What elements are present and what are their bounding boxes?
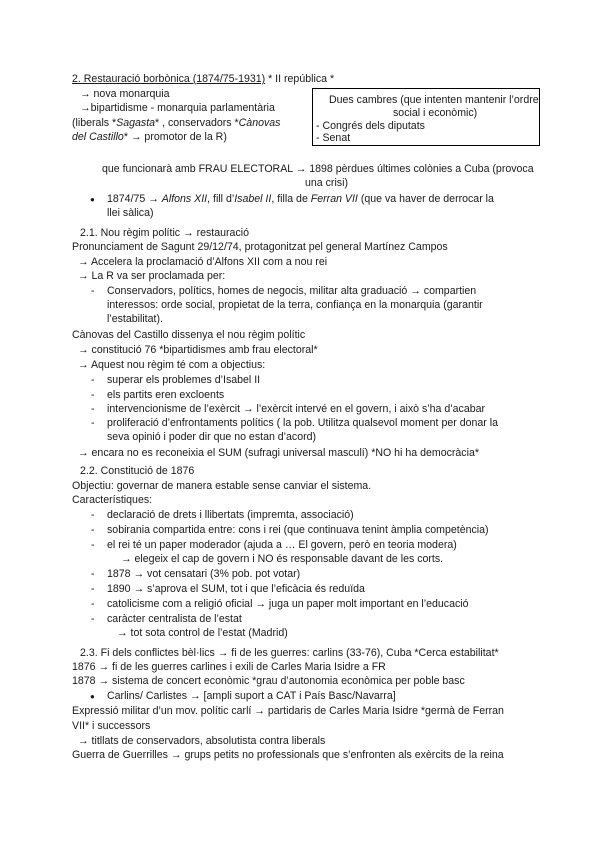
dash-item: - proliferació d’enfrontaments polítics ( la pob. Utilitza qualsevol moment per donar la xyxy=(107,417,498,430)
text-line: → constitució 76 *bipartidismes amb frau electoral* xyxy=(78,344,318,356)
text-line: → La R va ser proclamada per: xyxy=(78,270,226,282)
text-line: → titllats de conservadors, absolutista contra liberals xyxy=(78,735,326,747)
text-line: Cànovas del Castillo dissenya el nou règim polític xyxy=(72,329,306,341)
text-line: 1878 → sistema de concert econòmic *grau d’autonomia econòmica per poble basc xyxy=(72,675,465,687)
text-span: * , conservadors * xyxy=(155,117,239,129)
bullet-item: ● Carlins/ Carlistes → [ampli suport a CAT i País Basc/Navarra] xyxy=(107,690,396,703)
text-line: seva opinió i poder dir que no estan d’acord) xyxy=(107,431,317,443)
subsection-heading: 2.1. Nou règim polític → restauració xyxy=(80,227,249,239)
text-line: llei sàlica) xyxy=(107,207,154,219)
text-span: (liberals * xyxy=(72,117,117,129)
text-line: →bipartidisme - monarquia parlamentària xyxy=(80,102,275,114)
text-span: del Castillo xyxy=(72,131,124,143)
text-line: 1876 → fi de les guerres carlines i exili de Carles Maria Isidre a FR xyxy=(72,661,386,673)
text-span: Cànovas xyxy=(238,117,281,129)
text-span: * → promotor de la R) xyxy=(123,131,227,143)
dash-item: - catolicisme com a religió oficial → juga un paper molt important en l’educació xyxy=(107,598,469,611)
two-chambers-box xyxy=(312,88,540,146)
dash-item: - intervencionisme de l’exèrcit → l’exèrcit intervé en el govern, i això s’ha d’acabar xyxy=(107,403,485,416)
text-line: Pronunciament de Sagunt 29/12/74, protagonitzat pel general Martínez Campos xyxy=(72,241,448,253)
text-line: → encara no es reconeixia el SUM (sufragi universal masculí) *NO hi ha democràcia* xyxy=(78,447,479,459)
dash-item: - 1890 → s’aprova el SUM, tot i que l’eficàcia és reduïda xyxy=(107,583,365,596)
text-line: → Aquest nou règim té com a objectius: xyxy=(78,359,266,371)
text-line: → tot sota control de l’estat (Madrid) xyxy=(117,627,288,639)
dash-item: - sobirania compartida entre: cons i rei (que continuava tenint àmplia competència) xyxy=(107,524,489,537)
section-title-suffix: * II república * xyxy=(265,73,335,85)
dash-item: - declaració de drets i llibertats (impremta, associació) xyxy=(107,509,354,522)
text-line: → nova monarquia xyxy=(80,88,170,100)
text-span: Isabel II xyxy=(234,193,272,205)
dash-item: - 1878 → vot censatari (3% pob. pot votar) xyxy=(107,568,300,581)
box-line: - Congrés dels diputats xyxy=(316,120,425,132)
dash-item: - Conservadors, polítics, homes de negocis, militar alta graduació → compartien xyxy=(107,285,476,298)
text-span: Sagasta xyxy=(116,117,156,129)
text-line: → elegeix el cap de govern i NO és responsable davant de les corts. xyxy=(121,553,444,565)
box-line: Dues cambres (que intenten mantenir l’ordre xyxy=(329,94,539,106)
dash-item: - caràcter centralista de l’estat xyxy=(107,613,242,626)
text-line: que funcionarà amb FRAU ELECTORAL → 1898 pèrdues últimes colònies a Cuba (provoca xyxy=(102,163,534,175)
subsection-heading: 2.2. Constitució de 1876 xyxy=(80,465,195,477)
text-line: una crisi) xyxy=(305,177,348,189)
text-line: Expressió militar d’un mov. polític carlí → partidaris de Carles Maria Isidre *germà de Ferran xyxy=(72,705,504,717)
text-line: Característiques: xyxy=(72,494,153,506)
bullet-item xyxy=(107,193,494,206)
text-span: (que va haver de derrocar la xyxy=(357,193,494,205)
section-title: 2. Restauració borbònica (1874/75-1931) xyxy=(72,73,266,85)
text-span: , fill d’ xyxy=(207,193,235,205)
text-line: Objectiu: governar de manera estable sense canviar el sistema. xyxy=(72,480,372,492)
box-line: - Senat xyxy=(316,132,351,144)
text-line xyxy=(72,131,227,144)
dash-item: - superar els problemes d’Isabel II xyxy=(107,374,260,387)
section-title-line xyxy=(72,73,334,86)
text-span: Alfons XII xyxy=(161,193,208,205)
text-span: , filla de xyxy=(271,193,311,205)
subsection-heading: 2.3. Fi dels conflictes bèl·lics → fi de les guerres: carlins (33-76), Cuba *Cerca estabilitat* xyxy=(80,647,499,659)
dash-item: - els partits eren excloents xyxy=(107,389,224,402)
text-line: interessos: orde social, propietat de la terra, confiança en la monarquia (garantir xyxy=(107,299,483,311)
box-line: social i econòmic) xyxy=(393,107,478,119)
text-span: 1874/75 → xyxy=(107,193,162,205)
text-line xyxy=(72,117,280,130)
text-span: Ferran VII xyxy=(310,193,358,205)
dash-item: - el rei té un paper moderador (ajuda a … El govern, però en teoria modera) xyxy=(107,539,457,552)
text-line: l’estabilitat). xyxy=(107,313,163,325)
text-line: Guerra de Guerrilles → grups petits no professionals que s’enfronten als exèrcits de la reina xyxy=(72,749,504,761)
text-line: → Accelera la proclamació d’Alfons XII com a nou rei xyxy=(78,256,328,268)
text-line: VII* i successors xyxy=(72,720,151,732)
